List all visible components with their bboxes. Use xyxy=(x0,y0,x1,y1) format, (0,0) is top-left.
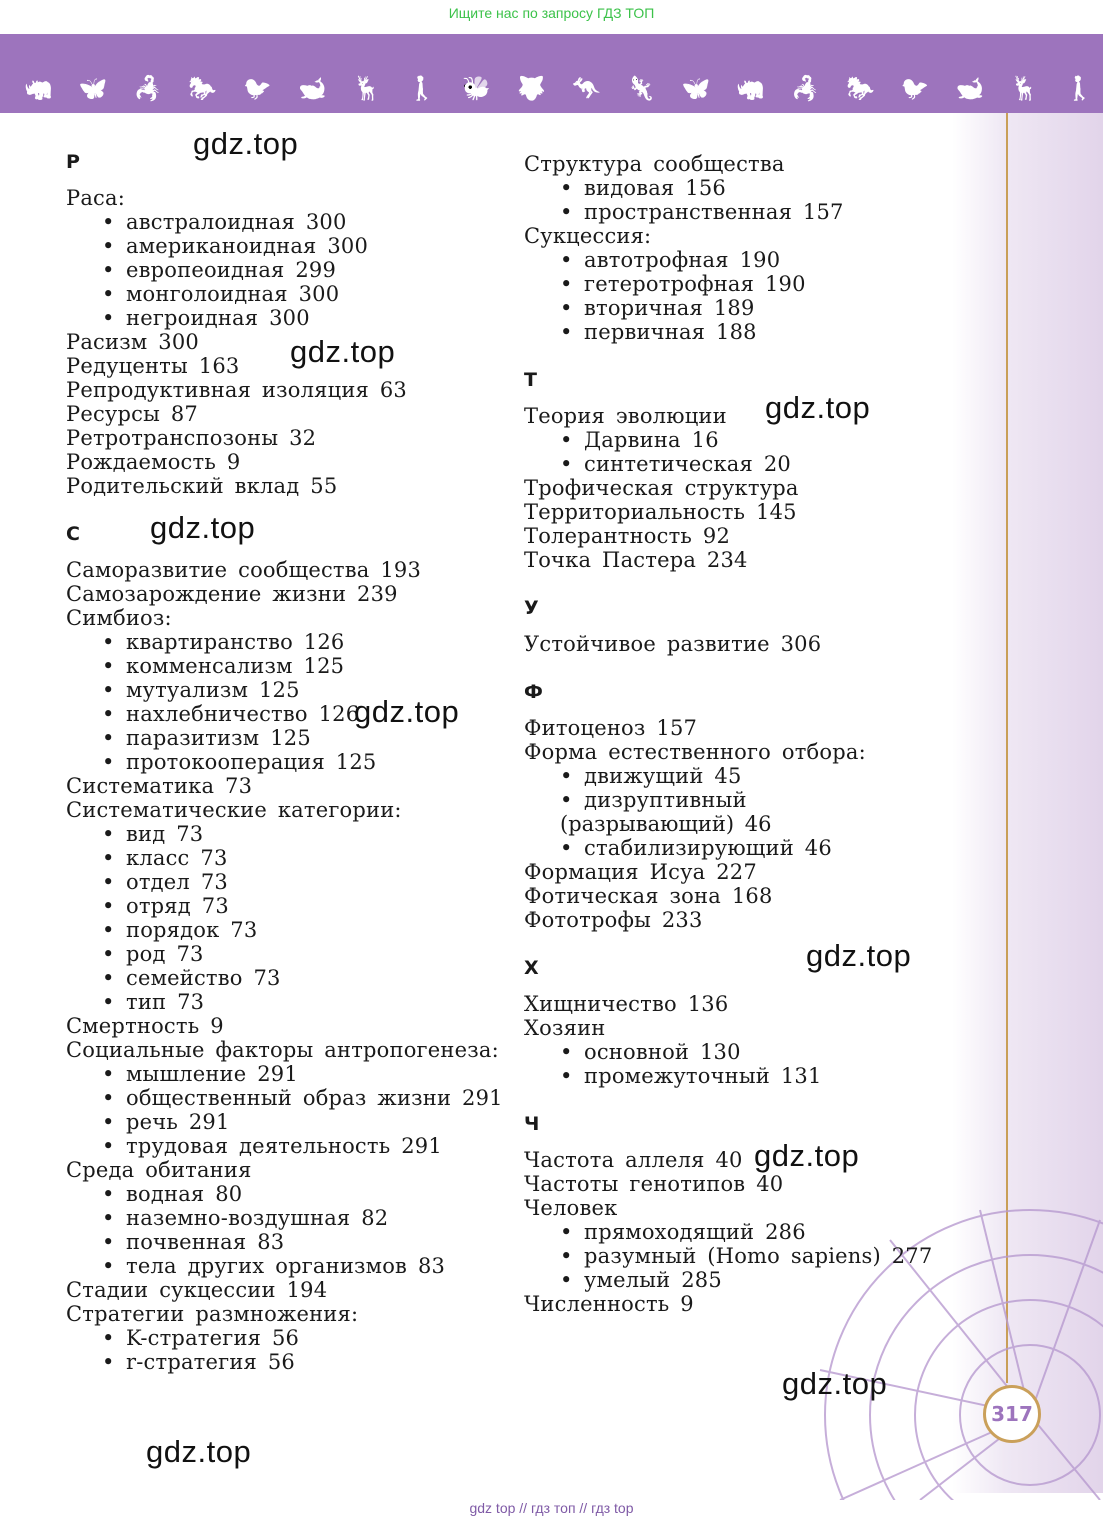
watermark: gdz.top xyxy=(782,1366,888,1401)
bullet-icon: • xyxy=(560,452,573,476)
index-subentry-text: движущий 45 xyxy=(584,764,742,788)
bullet-icon: • xyxy=(102,846,115,870)
index-subentry-text: гетеротрофная 190 xyxy=(584,272,806,296)
horse-icon: 🐎 xyxy=(188,75,218,102)
bullet-icon: • xyxy=(560,200,573,224)
index-subentry-text: Дарвина 16 xyxy=(584,428,719,452)
index-subentry xyxy=(66,990,506,1014)
index-subentry-text: класс 73 xyxy=(126,846,228,870)
index-subentry-text: r-стратегия 56 xyxy=(126,1350,295,1374)
index-entry: Трофическая структура xyxy=(524,476,799,500)
whale-icon: 🐋 xyxy=(297,75,327,102)
bullet-icon: • xyxy=(560,1220,573,1244)
butterfly-icon: 🦋 xyxy=(681,75,711,102)
bullet-icon: • xyxy=(102,702,115,726)
index-subentry xyxy=(524,1244,944,1268)
index-entry: Рождаемость 9 xyxy=(66,450,241,474)
index-subentry-text: прямоходящий 286 xyxy=(584,1220,806,1244)
bullet-icon: • xyxy=(102,1086,115,1110)
bullet-icon: • xyxy=(560,176,573,200)
deer-icon: 🦌 xyxy=(352,75,382,102)
index-subentry xyxy=(524,836,944,860)
bullet-icon: • xyxy=(560,836,573,860)
index-subentry-text: европеоидная 299 xyxy=(126,258,337,282)
kangaroo-icon: 🦘 xyxy=(571,75,601,102)
index-subentry-text: отряд 73 xyxy=(126,894,229,918)
bullet-icon: • xyxy=(102,870,115,894)
section-gap xyxy=(524,572,944,596)
bullet-icon: • xyxy=(560,272,573,296)
index-subentry xyxy=(66,750,506,774)
index-subentry xyxy=(524,764,944,788)
watermark: gdz.top xyxy=(765,390,871,425)
index-subentry xyxy=(524,788,944,812)
bullet-icon: • xyxy=(102,822,115,846)
watermark: gdz.top xyxy=(146,1434,252,1469)
index-subentry xyxy=(66,1182,506,1206)
index-subentry-text: умелый 285 xyxy=(584,1268,722,1292)
bullet-icon: • xyxy=(102,918,115,942)
index-entry: Фототрофы 233 xyxy=(524,908,703,932)
index-entry: Самозарождение жизни 239 xyxy=(66,582,398,606)
bullet-icon: • xyxy=(102,1206,115,1230)
bullet-icon: • xyxy=(102,1326,115,1350)
bullet-icon: • xyxy=(102,894,115,918)
index-subentry-text: протокооперация 125 xyxy=(126,750,377,774)
bullet-icon: • xyxy=(102,654,115,678)
index-entry: Фотическая зона 168 xyxy=(524,884,773,908)
section-gap xyxy=(524,1088,944,1112)
section-letter: У xyxy=(524,597,539,619)
bullet-icon: • xyxy=(560,428,573,452)
index-entry: Структура сообщества xyxy=(524,152,785,176)
index-subentry xyxy=(524,1220,944,1244)
index-entry: Стадии сукцессии 194 xyxy=(66,1278,328,1302)
index-subentry-text: отдел 73 xyxy=(126,870,228,894)
index-subentry xyxy=(524,296,944,320)
index-subentry xyxy=(66,822,506,846)
top-search-note: Ищите нас по запросу ГДЗ ТОП xyxy=(448,5,655,21)
index-entry: Расизм 300 xyxy=(66,330,199,354)
index-entry: Теория эволюции xyxy=(524,404,727,428)
page-number: 317 xyxy=(983,1385,1041,1443)
index-entry: Толерантность 92 xyxy=(524,524,731,548)
index-column-right xyxy=(524,152,944,1316)
index-subentry-text: стабилизирующий 46 xyxy=(584,836,832,860)
index-subentry-text: вторичная 189 xyxy=(584,296,755,320)
bullet-icon: • xyxy=(102,282,115,306)
index-entry: Численность 9 xyxy=(524,1292,694,1316)
section-gap xyxy=(524,656,944,680)
index-subentry xyxy=(66,942,506,966)
bullet-icon: • xyxy=(560,1040,573,1064)
bullet-icon: • xyxy=(560,320,573,344)
index-subentry xyxy=(524,200,944,224)
index-subentry-text: мышление 291 xyxy=(126,1062,298,1086)
index-subentry-text: основной 130 xyxy=(584,1040,741,1064)
index-entry: Ретротранспозоны 32 xyxy=(66,426,317,450)
index-entry: Частоты генотипов 40 xyxy=(524,1172,784,1196)
index-subentry xyxy=(66,210,506,234)
bullet-icon: • xyxy=(560,1064,573,1088)
index-entry: Родительский вклад 55 xyxy=(66,474,338,498)
fly-icon: 🐝 xyxy=(462,75,492,102)
index-subentry xyxy=(524,176,944,200)
bullet-icon: • xyxy=(560,764,573,788)
index-subentry-text: тела других организмов 83 xyxy=(126,1254,446,1278)
index-subentry-text: монголоидная 300 xyxy=(126,282,340,306)
index-subentry-text: комменсализм 125 xyxy=(126,654,345,678)
index-subentry xyxy=(524,1064,944,1088)
index-entry: Формация Исуа 227 xyxy=(524,860,757,884)
scorpion-icon: 🦂 xyxy=(791,75,820,102)
index-subentry xyxy=(66,1206,506,1230)
bullet-icon: • xyxy=(102,1254,115,1278)
watermark: gdz.top xyxy=(290,334,396,369)
bullet-icon: • xyxy=(102,1230,115,1254)
index-entry: Точка Пастера 234 xyxy=(524,548,748,572)
bullet-icon: • xyxy=(560,296,573,320)
index-entry: Симбиоз: xyxy=(66,606,172,630)
rhino-icon: 🦏 xyxy=(24,75,53,102)
index-subentry xyxy=(66,282,506,306)
watermark: gdz.top xyxy=(193,126,299,161)
bullet-icon: • xyxy=(102,630,115,654)
index-subentry-text: семейство 73 xyxy=(126,966,281,990)
index-subentry-text: паразитизм 125 xyxy=(126,726,311,750)
section-letter: С xyxy=(66,523,80,545)
index-subentry xyxy=(66,1062,506,1086)
watermark: gdz.top xyxy=(806,938,912,973)
bullet-icon: • xyxy=(102,1134,115,1158)
watermark: gdz.top xyxy=(150,510,256,545)
index-entry: Редуценты 163 xyxy=(66,354,240,378)
index-subentry xyxy=(66,630,506,654)
whale-icon: 🐋 xyxy=(955,75,985,102)
index-subentry xyxy=(66,234,506,258)
index-subentry-text: разумный (Homo sapiens) 277 xyxy=(584,1244,933,1268)
index-subentry xyxy=(524,428,944,452)
index-subentry xyxy=(66,870,506,894)
index-subentry-text: мутуализм 125 xyxy=(126,678,300,702)
index-entry: Систематические категории: xyxy=(66,798,402,822)
index-subentry-text: тип 73 xyxy=(126,990,205,1014)
bullet-icon: • xyxy=(560,788,573,812)
index-subentry xyxy=(66,1350,506,1374)
section-gap xyxy=(66,498,506,522)
index-subentry-text: род 73 xyxy=(126,942,204,966)
index-subentry-text: промежуточный 131 xyxy=(584,1064,822,1088)
bullet-icon: • xyxy=(102,210,115,234)
bullet-icon: • xyxy=(102,1062,115,1086)
deer-icon: 🦌 xyxy=(1010,75,1039,102)
gold-divider-line xyxy=(1006,113,1008,1383)
index-subentry-text: видовая 156 xyxy=(584,176,726,200)
index-subentry-text: дизруптивный xyxy=(584,788,747,812)
index-subentry-text: почвенная 83 xyxy=(126,1230,285,1254)
index-subentry xyxy=(66,1254,506,1278)
watermark: gdz.top xyxy=(754,1138,860,1173)
index-subentry xyxy=(66,306,506,330)
index-entry: Сукцессия: xyxy=(524,224,652,248)
index-subentry-text: K-стратегия 56 xyxy=(126,1326,300,1350)
bullet-icon: • xyxy=(102,1110,115,1134)
index-entry: Территориальность 145 xyxy=(524,500,797,524)
rhino-icon: 🦏 xyxy=(736,75,765,102)
bullet-icon: • xyxy=(102,966,115,990)
index-subentry xyxy=(66,894,506,918)
index-subentry xyxy=(66,966,506,990)
index-entry: Среда обитания xyxy=(66,1158,252,1182)
section-letter: Р xyxy=(66,151,80,173)
index-column-left xyxy=(66,150,506,1374)
bullet-icon: • xyxy=(102,750,115,774)
index-subentry-text: квартиранство 126 xyxy=(126,630,345,654)
index-subentry-text: австралоидная 300 xyxy=(126,210,347,234)
index-entry: Фитоценоз 157 xyxy=(524,716,698,740)
index-subentry xyxy=(524,272,944,296)
bullet-icon: • xyxy=(102,726,115,750)
section-gap xyxy=(524,344,944,368)
index-entry: Человек xyxy=(524,1196,618,1220)
index-subentry xyxy=(524,1040,944,1064)
watermark: gdz.top xyxy=(354,694,460,729)
human-icon: 🚶 xyxy=(1065,75,1094,102)
index-subentry xyxy=(66,1110,506,1134)
index-subentry xyxy=(524,1268,944,1292)
bullet-icon: • xyxy=(560,1268,573,1292)
footer-watermark-line: gdz top // гдз топ // гдз top xyxy=(469,1500,634,1516)
index-subentry xyxy=(66,1326,506,1350)
index-subentry xyxy=(66,918,506,942)
lizard-icon: 🦎 xyxy=(626,75,656,102)
index-entry: Раса: xyxy=(66,186,126,210)
index-subentry xyxy=(66,654,506,678)
index-subentry-text: пространственная 157 xyxy=(584,200,844,224)
section-letter: Т xyxy=(524,369,537,391)
wolf-icon: 🐺 xyxy=(517,75,546,102)
bullet-icon: • xyxy=(102,942,115,966)
index-entry: Хищничество 136 xyxy=(524,992,729,1016)
index-subentry xyxy=(66,1230,506,1254)
bird-icon: 🐦 xyxy=(900,75,930,102)
bullet-icon: • xyxy=(102,258,115,282)
index-subentry-text: негроидная 300 xyxy=(126,306,310,330)
bullet-icon: • xyxy=(102,1350,115,1374)
bullet-icon: • xyxy=(102,990,115,1014)
index-subentry-text: нахлебничество 126 xyxy=(126,702,360,726)
index-subentry-text: автотрофная 190 xyxy=(584,248,781,272)
section-letter: Х xyxy=(524,957,539,979)
index-subentry-text: вид 73 xyxy=(126,822,204,846)
index-entry: Социальные факторы антропогенеза: xyxy=(66,1038,499,1062)
index-subentry xyxy=(66,258,506,282)
index-subentry xyxy=(66,1134,506,1158)
index-entry: Частота аллеля 40 xyxy=(524,1148,743,1172)
section-letter: Ч xyxy=(524,1113,540,1135)
bullet-icon: • xyxy=(560,248,573,272)
index-subentry-text: наземно-воздушная 82 xyxy=(126,1206,389,1230)
animal-silhouette-row xyxy=(24,72,1094,106)
index-subentry-text: речь 291 xyxy=(126,1110,230,1134)
index-subentry xyxy=(524,452,944,476)
index-entry: Хозяин xyxy=(524,1016,606,1040)
index-subentry-text: общественный образ жизни 291 xyxy=(126,1086,503,1110)
index-entry: Устойчивое развитие 306 xyxy=(524,632,822,656)
bird-icon: 🐦 xyxy=(243,75,272,102)
index-entry: Саморазвитие сообщества 193 xyxy=(66,558,422,582)
bullet-icon: • xyxy=(102,234,115,258)
index-subentry-text: водная 80 xyxy=(126,1182,243,1206)
bullet-icon: • xyxy=(560,1244,573,1268)
bullet-icon: • xyxy=(102,678,115,702)
bullet-icon: • xyxy=(102,306,115,330)
index-entry: Репродуктивная изоляция 63 xyxy=(66,378,407,402)
index-entry: Стратегии размножения: xyxy=(66,1302,359,1326)
index-subentry-text: американоидная 300 xyxy=(126,234,369,258)
index-subentry-continuation: (разрывающий) 46 xyxy=(560,812,772,836)
index-subentry xyxy=(524,248,944,272)
human-icon: 🚶 xyxy=(407,75,437,102)
horse-icon: 🐎 xyxy=(845,75,875,102)
index-entry: Смертность 9 xyxy=(66,1014,224,1038)
index-entry: Форма естественного отбора: xyxy=(524,740,866,764)
butterfly-icon: 🦋 xyxy=(78,75,108,102)
bullet-icon: • xyxy=(102,1182,115,1206)
scorpion-icon: 🦂 xyxy=(133,75,163,102)
index-entry: Систематика 73 xyxy=(66,774,253,798)
section-letter: Ф xyxy=(524,681,543,703)
index-subentry xyxy=(66,846,506,870)
index-subentry-text: трудовая деятельность 291 xyxy=(126,1134,442,1158)
index-subentry-text: первичная 188 xyxy=(584,320,757,344)
index-subentry xyxy=(524,320,944,344)
index-subentry xyxy=(66,1086,506,1110)
index-subentry-text: синтетическая 20 xyxy=(584,452,791,476)
index-entry: Ресурсы 87 xyxy=(66,402,198,426)
index-subentry-text: порядок 73 xyxy=(126,918,258,942)
